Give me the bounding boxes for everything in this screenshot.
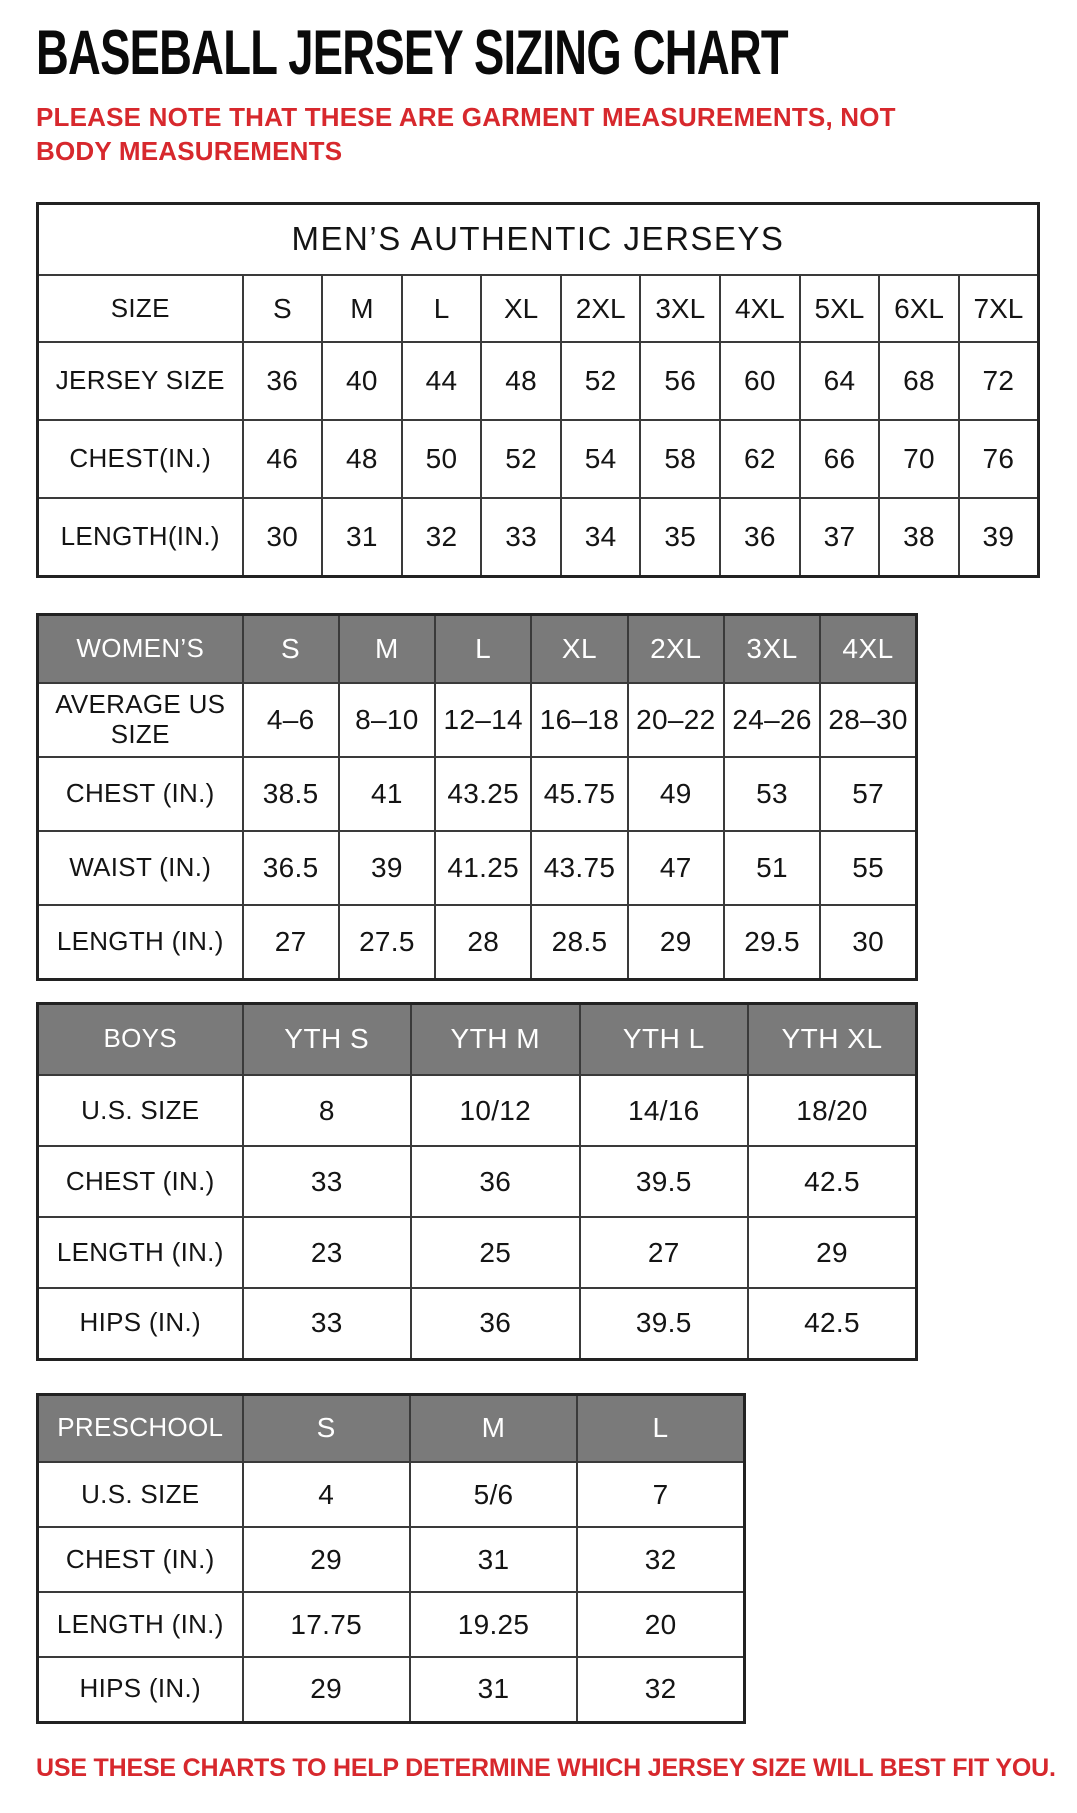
measurement-cell: 20 (577, 1592, 744, 1657)
measurement-cell: 38.5 (243, 757, 339, 831)
boys-measurement-row (38, 1217, 917, 1288)
measurement-cell: 64 (800, 342, 880, 420)
measurement-cell: 40 (322, 342, 402, 420)
measurement-cell: 4–6 (243, 683, 339, 757)
measurement-cell: 8–10 (339, 683, 435, 757)
measurement-cell: 38 (879, 498, 959, 576)
measurement-cell: 50 (402, 420, 482, 498)
measurement-cell: 33 (243, 1288, 412, 1359)
measurement-cell: 5/6 (410, 1462, 577, 1527)
measurement-cell: 36 (411, 1288, 580, 1359)
preschool-size-column-header: S (243, 1394, 410, 1462)
mens-size-column-header: S (243, 275, 323, 342)
measurement-cell: 66 (800, 420, 880, 498)
measurement-cell: 28 (435, 905, 531, 979)
measurement-cell: 31 (410, 1527, 577, 1592)
boys-size-column-header: YTH L (580, 1003, 749, 1075)
measurement-cell: 14/16 (580, 1075, 749, 1146)
measurement-cell: 31 (322, 498, 402, 576)
preschool-header-row (38, 1394, 745, 1462)
measurement-cell: 18/20 (748, 1075, 917, 1146)
measurement-cell: 52 (561, 342, 641, 420)
measurement-cell: 48 (481, 342, 561, 420)
measurement-cell: 55 (820, 831, 916, 905)
boys-size-column-header: YTH S (243, 1003, 412, 1075)
preschool-size-column-header: L (577, 1394, 744, 1462)
measurement-cell: 17.75 (243, 1592, 410, 1657)
row-label: CHEST(IN.) (38, 420, 243, 498)
measurement-cell: 27 (243, 905, 339, 979)
measurement-cell: 46 (243, 420, 323, 498)
boys-size-column-header: YTH XL (748, 1003, 917, 1075)
measurement-cell: 28.5 (531, 905, 627, 979)
row-label: U.S. SIZE (38, 1462, 243, 1527)
womens-size-column-header: L (435, 614, 531, 683)
measurement-cell: 49 (628, 757, 724, 831)
womens-size-column-header: S (243, 614, 339, 683)
measurement-cell: 33 (243, 1146, 412, 1217)
measurement-cell: 36 (720, 498, 800, 576)
measurement-cell: 29 (243, 1657, 410, 1722)
measurement-cell: 52 (481, 420, 561, 498)
measurement-cell: 62 (720, 420, 800, 498)
measurement-cell: 4 (243, 1462, 410, 1527)
womens-measurement-row (38, 757, 917, 831)
mens-size-column-header: 2XL (561, 275, 641, 342)
measurement-cell: 23 (243, 1217, 412, 1288)
measurement-cell: 39 (959, 498, 1039, 576)
boys-measurement-row (38, 1146, 917, 1217)
womens-size-column-header: 3XL (724, 614, 820, 683)
row-label: U.S. SIZE (38, 1075, 243, 1146)
preschool-measurement-row (38, 1462, 745, 1527)
mens-measurement-row (38, 420, 1039, 498)
measurement-cell: 29 (243, 1527, 410, 1592)
mens-measurement-row (38, 342, 1039, 420)
womens-measurement-row (38, 831, 917, 905)
measurement-cell: 41 (339, 757, 435, 831)
measurement-cell: 56 (640, 342, 720, 420)
measurement-cell: 39.5 (580, 1146, 749, 1217)
measurement-cell: 19.25 (410, 1592, 577, 1657)
boys-measurement-row (38, 1075, 917, 1146)
mens-size-column-header: XL (481, 275, 561, 342)
preschool-measurement-row (38, 1592, 745, 1657)
row-label: WAIST (IN.) (38, 831, 243, 905)
measurement-cell: 27 (580, 1217, 749, 1288)
boys-header-row (38, 1003, 917, 1075)
mens-size-column-header: 7XL (959, 275, 1039, 342)
measurement-cell: 27.5 (339, 905, 435, 979)
preschool-measurement-row (38, 1527, 745, 1592)
measurement-cell: 39 (339, 831, 435, 905)
measurement-cell: 32 (577, 1527, 744, 1592)
measurement-cell: 32 (577, 1657, 744, 1722)
measurement-cell: 31 (410, 1657, 577, 1722)
mens-size-column-header: 3XL (640, 275, 720, 342)
womens-size-column-header: XL (531, 614, 627, 683)
mens-header-row (38, 275, 1039, 342)
measurement-cell: 53 (724, 757, 820, 831)
measurement-cell: 72 (959, 342, 1039, 420)
womens-measurement-row (38, 905, 917, 979)
measurement-cell: 8 (243, 1075, 412, 1146)
measurement-cell: 30 (820, 905, 916, 979)
mens-measurement-row (38, 498, 1039, 576)
preschool-size-column-header: M (410, 1394, 577, 1462)
measurement-cell: 70 (879, 420, 959, 498)
fit-advice-note: USE THESE CHARTS TO HELP DETERMINE WHICH JERSEY SIZE WILL BEST FIT YOU. (36, 1753, 1056, 1782)
measurement-cell: 42.5 (748, 1146, 917, 1217)
row-label: CHEST (IN.) (38, 1527, 243, 1592)
measurement-cell: 35 (640, 498, 720, 576)
row-label: JERSEY SIZE (38, 342, 243, 420)
row-label: CHEST (IN.) (38, 1146, 243, 1217)
row-label: CHEST (IN.) (38, 757, 243, 831)
boys-size-column-header: YTH M (411, 1003, 580, 1075)
measurement-cell: 34 (561, 498, 641, 576)
mens-banner-row (38, 203, 1039, 275)
row-label: HIPS (IN.) (38, 1288, 243, 1359)
row-label: AVERAGE US SIZE (38, 683, 243, 757)
measurement-cell: 7 (577, 1462, 744, 1527)
measurement-cell: 29.5 (724, 905, 820, 979)
measurement-cell: 37 (800, 498, 880, 576)
measurement-cell: 33 (481, 498, 561, 576)
boys-measurement-row (38, 1288, 917, 1359)
womens-table-label: WOMEN’S (38, 614, 243, 683)
measurement-cell: 43.75 (531, 831, 627, 905)
womens-size-column-header: 4XL (820, 614, 916, 683)
measurement-cell: 44 (402, 342, 482, 420)
measurement-cell: 29 (748, 1217, 917, 1288)
measurement-cell: 41.25 (435, 831, 531, 905)
garment-measurements-note: PLEASE NOTE THAT THESE ARE GARMENT MEASUREMENTS, NOT BODY MEASUREMENTS (36, 102, 896, 166)
mens-size-column-header: 5XL (800, 275, 880, 342)
measurement-cell: 10/12 (411, 1075, 580, 1146)
measurement-cell: 43.25 (435, 757, 531, 831)
mens-table-label: SIZE (38, 275, 243, 342)
mens-size-column-header: M (322, 275, 402, 342)
measurement-cell: 25 (411, 1217, 580, 1288)
measurement-cell: 60 (720, 342, 800, 420)
measurement-cell: 36 (411, 1146, 580, 1217)
measurement-cell: 28–30 (820, 683, 916, 757)
measurement-cell: 32 (402, 498, 482, 576)
mens-size-column-header: L (402, 275, 482, 342)
preschool-table-label: PRESCHOOL (38, 1394, 243, 1462)
preschool-size-table (36, 1393, 746, 1724)
measurement-cell: 16–18 (531, 683, 627, 757)
measurement-cell: 45.75 (531, 757, 627, 831)
mens-size-column-header: 4XL (720, 275, 800, 342)
measurement-cell: 57 (820, 757, 916, 831)
measurement-cell: 47 (628, 831, 724, 905)
measurement-cell: 58 (640, 420, 720, 498)
measurement-cell: 24–26 (724, 683, 820, 757)
womens-size-column-header: M (339, 614, 435, 683)
measurement-cell: 36 (243, 342, 323, 420)
measurement-cell: 12–14 (435, 683, 531, 757)
womens-measurement-row (38, 683, 917, 757)
womens-header-row (38, 614, 917, 683)
mens-banner-title: MEN’S AUTHENTIC JERSEYS (38, 203, 1039, 275)
row-label: LENGTH (IN.) (38, 1217, 243, 1288)
measurement-cell: 36.5 (243, 831, 339, 905)
measurement-cell: 54 (561, 420, 641, 498)
mens-size-table (36, 202, 1040, 578)
row-label: LENGTH(IN.) (38, 498, 243, 576)
row-label: HIPS (IN.) (38, 1657, 243, 1722)
tables-container (36, 202, 1041, 1724)
row-label: LENGTH (IN.) (38, 905, 243, 979)
measurement-cell: 48 (322, 420, 402, 498)
measurement-cell: 68 (879, 342, 959, 420)
measurement-cell: 30 (243, 498, 323, 576)
measurement-cell: 39.5 (580, 1288, 749, 1359)
measurement-cell: 29 (628, 905, 724, 979)
preschool-measurement-row (38, 1657, 745, 1722)
measurement-cell: 20–22 (628, 683, 724, 757)
mens-size-column-header: 6XL (879, 275, 959, 342)
page-title: BASEBALL JERSEY SIZING CHART (36, 18, 788, 88)
measurement-cell: 51 (724, 831, 820, 905)
measurement-cell: 42.5 (748, 1288, 917, 1359)
boys-table-label: BOYS (38, 1003, 243, 1075)
measurement-cell: 76 (959, 420, 1039, 498)
row-label: LENGTH (IN.) (38, 1592, 243, 1657)
womens-size-table (36, 613, 918, 981)
womens-size-column-header: 2XL (628, 614, 724, 683)
boys-size-table (36, 1002, 918, 1361)
